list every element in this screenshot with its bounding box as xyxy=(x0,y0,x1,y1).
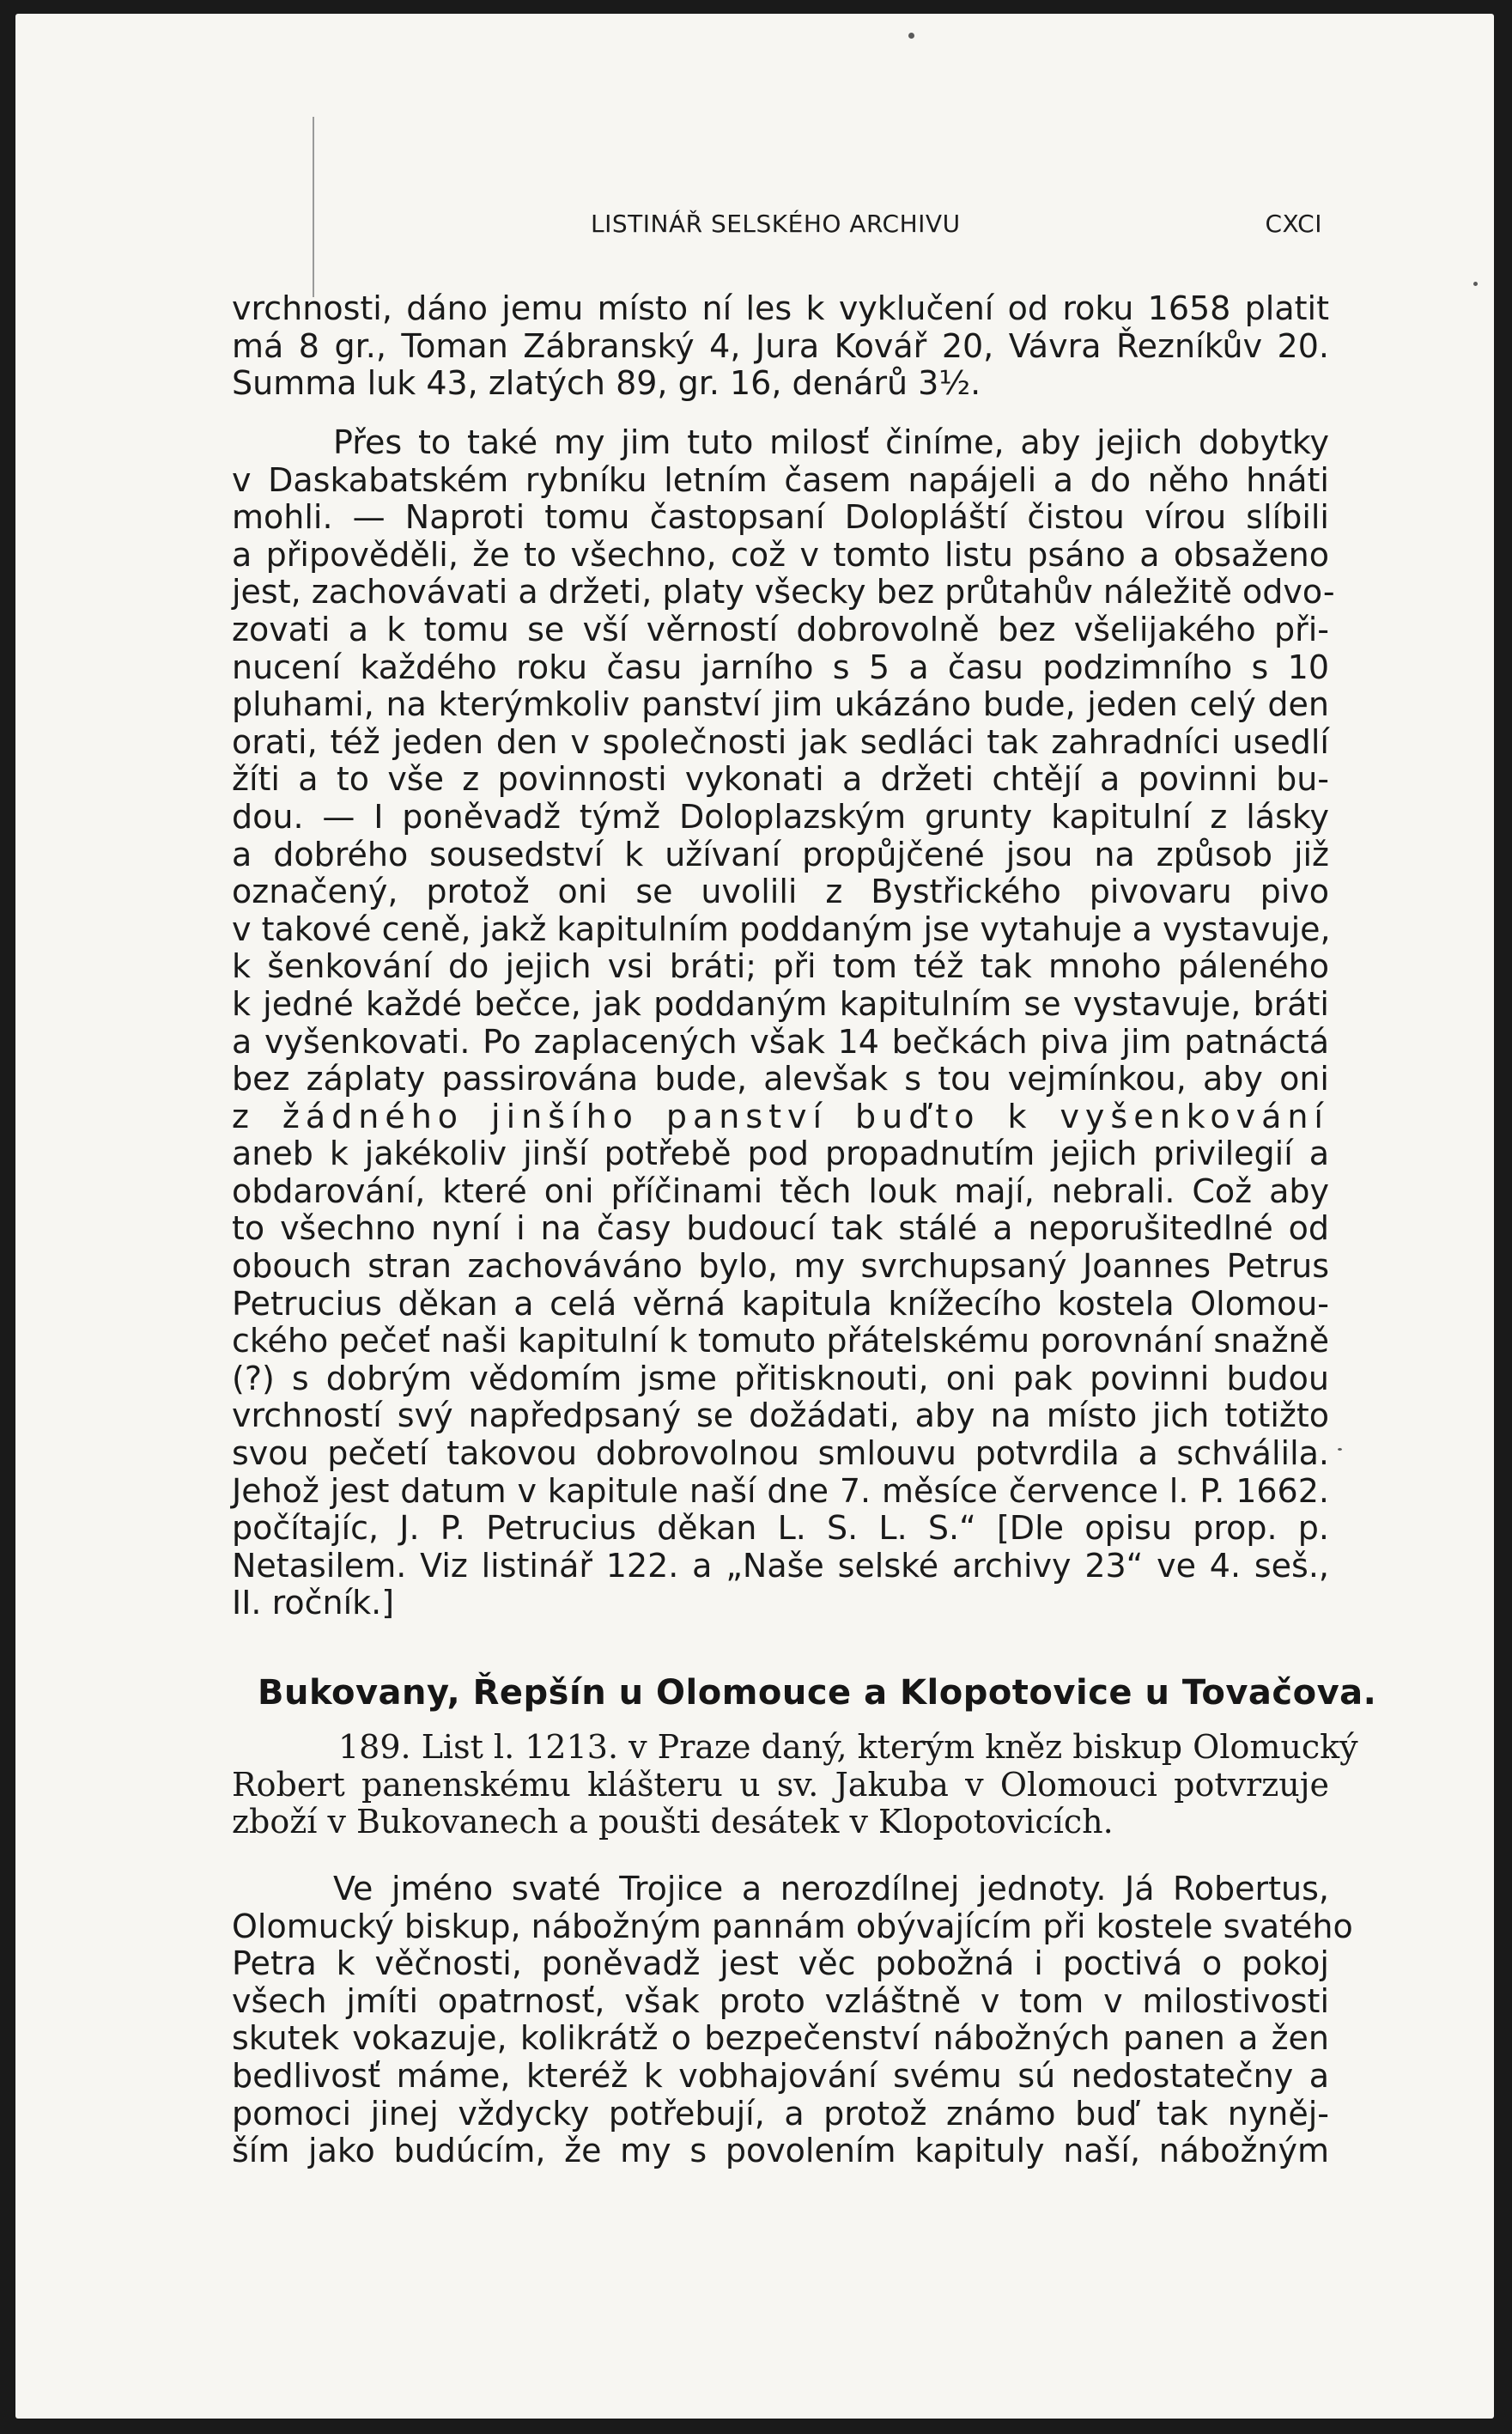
text-line: mohli. — Naproti tomu častopsaní Dolopláští čistou vírou slíbili xyxy=(232,498,1329,537)
paragraph-continuation xyxy=(232,290,1329,403)
text-line: Olomucký biskup, nábožným pannám obývajícím při kostele svatého xyxy=(232,1907,1353,1945)
document-regest xyxy=(232,1728,1358,1841)
text-line: pomoci jinej vždycky potřebují, a protož známo buď tak nyněj- xyxy=(232,2094,1329,2133)
text-line: vrchnosti, dáno jemu místo ní les k vyklučení od roku 1658 platit xyxy=(232,289,1329,327)
text-line: Robert panenskému klášteru u sv. Jakuba v Olomouci potvrzuje xyxy=(232,1765,1329,1804)
scan-speck xyxy=(908,33,914,39)
text-line: zovati a k tomu se vší věrností dobrovolně bez všelijakého při- xyxy=(232,610,1329,648)
text-line: Petrucius děkan a celá věrná kapitula knížecího kostela Olomou- xyxy=(232,1284,1329,1323)
text-line: žíti a to vše z povinnosti vykonati a držeti chtějí a povinni bu- xyxy=(232,760,1329,799)
text-line: dou. — I poněvadž týmž Doloplazským grunty kapitulní z lásky xyxy=(232,797,1329,836)
text-line: aneb k jakékoliv jinší potřebě pod propadnutím jejich privilegií a xyxy=(232,1135,1329,1173)
text-line: Netasilem. Viz listinář 122. a „Naše selské archivy 23“ ve 4. seš., xyxy=(232,1546,1329,1585)
text-line: vrchností svý napředpsaný se dožádati, aby na místo jich totižto xyxy=(232,1397,1329,1435)
book-page xyxy=(15,14,1494,2419)
page-header xyxy=(230,210,1322,247)
text-line: to všechno nyní i na časy budoucí tak stálé a neporušitedlné od xyxy=(232,1209,1329,1248)
paragraph-charter xyxy=(232,1870,1353,2170)
text-line: ckého pečeť naši kapitulní k tomuto přátelskému porovnání snažně xyxy=(232,1322,1329,1360)
text-line: Petra k věčnosti, poněvadž jest věc pobožná i poctivá o pokoj xyxy=(232,1944,1329,1983)
text-line: jest, zachovávati a držeti, platy všecky bez průtahův náležitě odvo- xyxy=(232,573,1335,612)
text-line: (?) s dobrým vědomím jsme přitisknouti, oni pak povinni budou xyxy=(232,1359,1329,1397)
text-line: Ve jméno svaté Trojice a nerozdílnej jednoty. Já Robertus, xyxy=(333,1870,1329,1908)
scan-artifact-line xyxy=(313,117,314,297)
text-line: a vyšenkovati. Po zaplacených však 14 bečkách piva jim patnáctá xyxy=(232,1022,1329,1061)
text-line: v takové ceně, jakž kapitulním poddaným jse vytahuje a vystavuje, xyxy=(232,910,1331,948)
text-line: svou pečetí takovou dobrovolnou smlouvu potvrdila a schválila. xyxy=(232,1434,1329,1473)
text-line: Přes to také my jim tuto milosť činíme, aby jejich dobytky xyxy=(333,423,1329,461)
text-line: k šenkování do jejich vsi bráti; při tom též tak mnoho páleného xyxy=(232,947,1329,986)
text-line: pluhami, na kterýmkoliv panství jim ukázáno bude, jeden celý den xyxy=(232,685,1329,724)
paragraph-agreement xyxy=(232,423,1335,1622)
text-line: a připověděli, že to všechno, což v tomto listu psáno a obsaženo xyxy=(232,535,1329,574)
text-line: má 8 gr., Toman Zábranský 4, Jura Kovář 20, Vávra Řezníkův 20. xyxy=(232,326,1329,365)
scan-speck xyxy=(1473,282,1478,286)
text-line: zboží v Bukovanech a poušti desátek v Klopotovicích. xyxy=(232,1803,1114,1841)
text-line: II. ročník.] xyxy=(232,1584,395,1622)
text-line: skutek vokazuje, kolikrátž o bezpečenství nábožných panen a žen xyxy=(232,2019,1329,2058)
text-line: všech jmíti opatrnosť, však proto vzláštně v tom v milostivosti xyxy=(232,1981,1329,2020)
running-title: LISTINÁŘ SELSKÉHO ARCHIVU xyxy=(591,210,961,238)
text-line: orati, též jeden den v společnosti jak sedláci tak zahradníci usedlí xyxy=(232,722,1329,761)
text-line: ším jako budúcím, že my s povolením kapituly naší, nábožným xyxy=(232,2132,1329,2170)
text-line: v Daskabatském rybníku letním časem napájeli a do něho hnáti xyxy=(232,460,1329,499)
text-line: 189. List l. 1213. v Praze daný, kterým kněz biskup Olomucký xyxy=(338,1728,1358,1766)
section-title: Bukovany, Řepšín u Olomouce a Klopotovice u Tovačova. xyxy=(258,1673,1377,1713)
text-line: k jedné každé bečce, jak poddaným kapitulním se vystavuje, bráti xyxy=(232,984,1329,1023)
page-number: CXCI xyxy=(1265,210,1322,238)
text-line: a dobrého sousedství k užívaní propůjčené jsou na způsob již xyxy=(232,835,1329,873)
text-line: nucení každého roku času jarního s 5 a času podzimního s 10 xyxy=(232,648,1329,686)
text-line: z žádného jinšího panství buďto k vyšenkování xyxy=(232,1097,1329,1135)
text-line: bez záplaty passirována bude, alevšak s tou vejmínkou, aby oni xyxy=(232,1060,1329,1098)
text-line: obouch stran zachováváno bylo, my svrchupsaný Joannes Petrus xyxy=(232,1247,1329,1286)
text-line: Summa luk 43, zlatých 89, gr. 16, denárů 3½. xyxy=(232,364,981,403)
text-line: obdarování, které oni příčinami těch louk mají, nebrali. Což aby xyxy=(232,1171,1329,1210)
text-line: počítajíc, J. P. Petrucius děkan L. S. L. S.“ [Dle opisu prop. p. xyxy=(232,1509,1329,1548)
text-line: bedlivosť máme, kteréž k vobhajování svému sú nedostatečny a xyxy=(232,2056,1329,2095)
text-line: označený, protož oni se uvolili z Bystřického pivovaru pivo xyxy=(232,873,1329,911)
text-line: Jehož jest datum v kapitule naší dne 7. měsíce července l. P. 1662. xyxy=(232,1471,1329,1510)
scan-speck xyxy=(1338,1448,1342,1451)
